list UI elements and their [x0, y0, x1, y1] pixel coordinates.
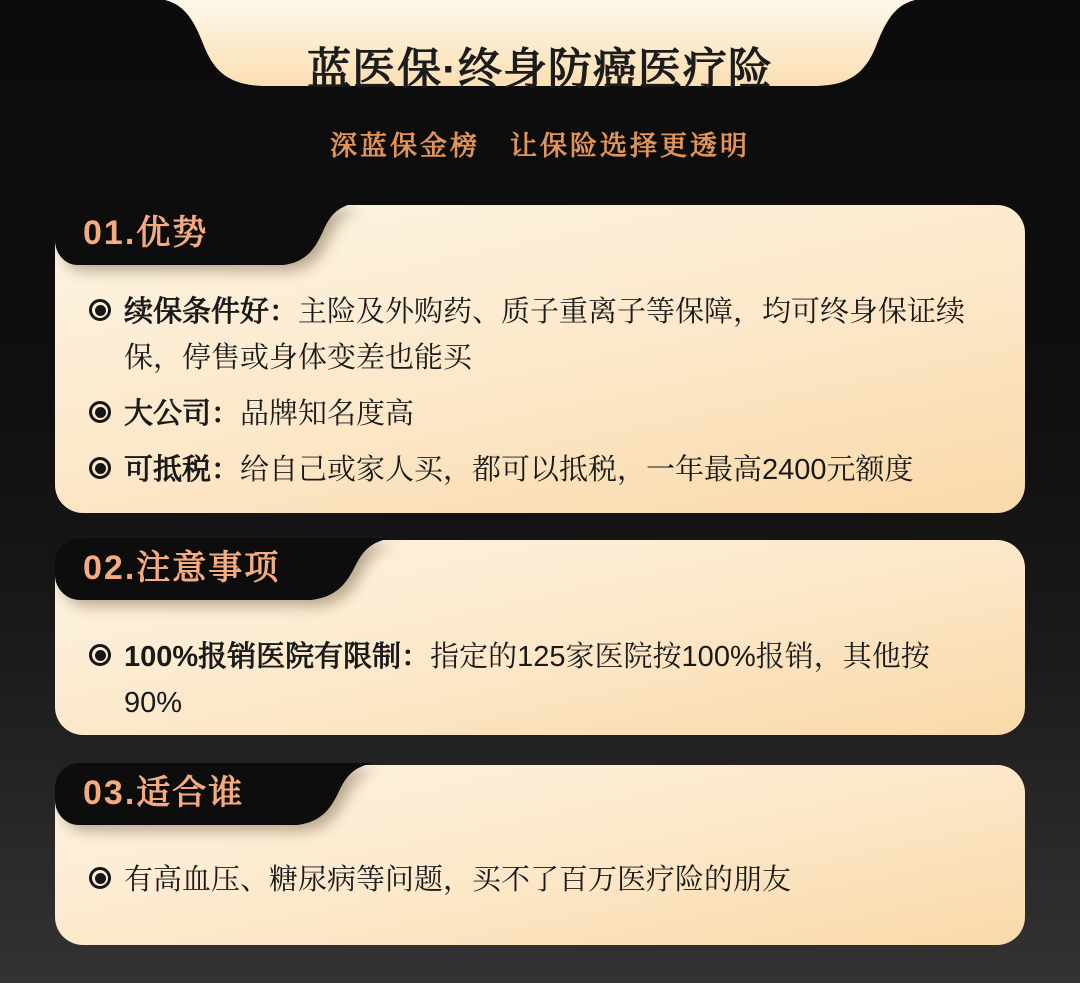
bullet-text	[124, 289, 981, 381]
card-advantages	[55, 205, 1025, 513]
card-notes	[55, 540, 1025, 735]
bullet-lead: 可抵税：	[124, 454, 241, 486]
page-subtitle: 深蓝保金榜 让保险选择更透明	[330, 131, 750, 161]
bullet-body: 给自己或家人买，都可以抵税，一年最高2400元额度	[240, 454, 914, 486]
bullet-body: 主险及外购药、质子重离子等保障，均可终身保证续保，停售或身体变差也能买	[124, 296, 966, 374]
bullet-lead: 100%报销医院有限制：	[124, 641, 431, 673]
tab-label: 01.优势	[83, 214, 209, 252]
list-item	[89, 447, 981, 493]
card-advantages-tab	[55, 203, 355, 265]
fisheye-bullet-icon	[89, 867, 111, 889]
fisheye-bullet-icon	[89, 457, 111, 479]
tab-label: 02.注意事项	[83, 549, 281, 587]
bullet-lead: 大公司：	[124, 398, 241, 430]
bullet-body: 指定的125家医院按100%报销，其他按90%	[124, 641, 930, 719]
tab-label: 03.适合谁	[83, 774, 245, 812]
bullet-body: 有高血压、糖尿病等问题，买不了百万医疗险的朋友	[124, 864, 792, 896]
bullet-text	[124, 391, 414, 437]
card-who-suits	[55, 765, 1025, 945]
fisheye-bullet-icon	[89, 401, 111, 423]
header-banner	[165, 0, 915, 95]
bullet-lead: 续保条件好：	[124, 296, 299, 328]
fisheye-bullet-icon	[89, 299, 111, 321]
card-who-suits-tab	[55, 763, 373, 825]
bullet-text	[124, 447, 914, 493]
list-item	[89, 634, 981, 726]
card-notes-tab	[55, 538, 391, 600]
bullet-text	[124, 634, 981, 726]
list-item	[89, 391, 981, 437]
list-item	[89, 857, 981, 903]
fisheye-bullet-icon	[89, 644, 111, 666]
page-title: 蓝医保·终身防癌医疗险	[307, 45, 773, 95]
bullet-text	[124, 857, 791, 903]
bullet-body: 品牌知名度高	[240, 398, 415, 430]
list-item	[89, 289, 981, 381]
